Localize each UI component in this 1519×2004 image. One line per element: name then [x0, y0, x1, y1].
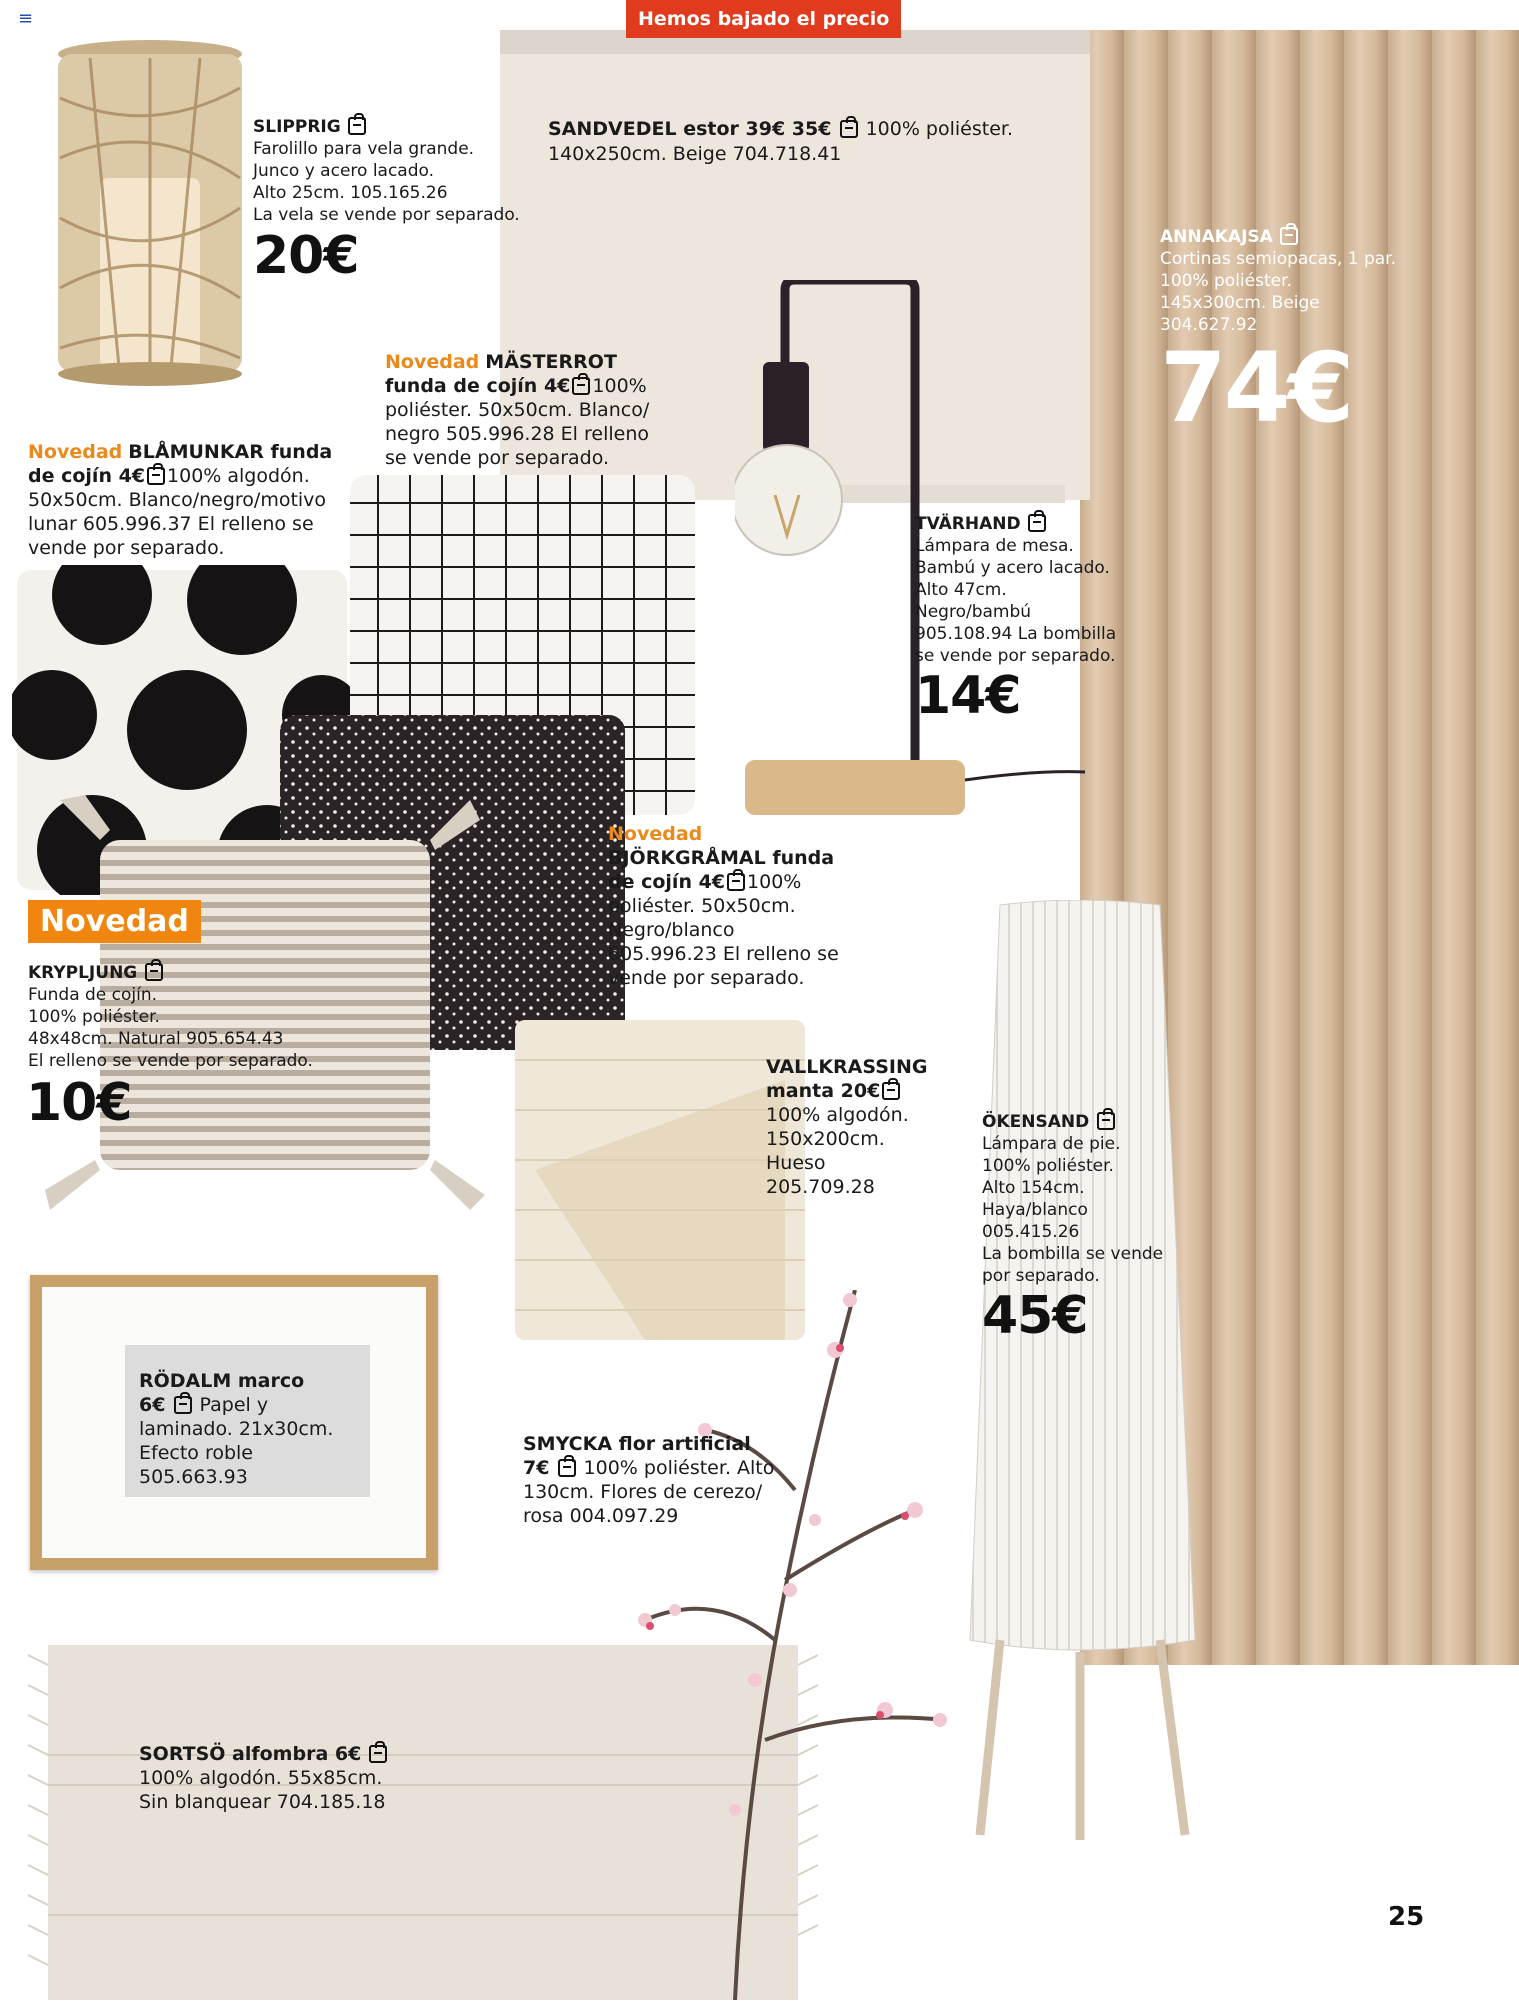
krypljung-desc-line: 100% poliéster. [28, 1007, 160, 1027]
krypljung-desc-line: Funda de cojín. [28, 985, 158, 1005]
vallkrassing-type-price: manta 20€ [766, 1080, 881, 1102]
bjorkgramal-name: BJÖRKGRÅMAL funda [608, 847, 835, 869]
krypljung-info [28, 962, 313, 1072]
blamunkar-info [28, 440, 332, 560]
sandvedel-info [548, 117, 1013, 167]
annakajsa-desc-line: 145x300cm. Beige [1160, 293, 1320, 313]
krypljung-desc-line: 48x48cm. Natural 905.654.43 [28, 1029, 284, 1049]
vallkrassing-info [766, 1055, 927, 1199]
rodalm-desc-line: laminado. 21x30cm. [139, 1418, 334, 1440]
blamunkar-novedad: Novedad [28, 441, 123, 463]
masterrot-desc-line: negro 505.996.28 El relleno [385, 423, 649, 445]
rodalm-desc-line: 505.663.93 [139, 1466, 248, 1488]
tvarhand-desc-line: Bambú y acero lacado. [915, 558, 1110, 578]
annakajsa-desc-line: 304.627.92 [1160, 315, 1258, 335]
krypljung-price: 10€ [26, 1073, 132, 1133]
vallkrassing-desc-line: 205.709.28 [766, 1176, 875, 1198]
rodalm-info [139, 1369, 333, 1489]
shopping-bag-icon [727, 873, 745, 891]
floor-lamp-image [960, 900, 1200, 1850]
bjorkgramal-desc-line: 605.996.23 El relleno se [608, 943, 839, 965]
shopping-bag-icon [882, 1082, 900, 1100]
tvarhand-name: TVÄRHAND [915, 514, 1021, 534]
smycka-material: 100% poliéster. Alto [583, 1457, 775, 1479]
shopping-bag-icon [145, 963, 163, 981]
tvarhand-desc-line: 905.108.94 La bombilla [915, 624, 1117, 644]
tvarhand-info [915, 513, 1116, 667]
okensand-desc-line: 100% poliéster. [982, 1156, 1114, 1176]
tvarhand-desc-line: Negro/bambú [915, 602, 1032, 622]
okensand-desc-line: Lámpara de pie. [982, 1134, 1121, 1154]
masterrot-desc-line: poliéster. 50x50cm. Blanco/ [385, 399, 650, 421]
vallkrassing-desc-line: Hueso [766, 1152, 826, 1174]
masterrot-name: MÄSTERROT [485, 351, 617, 373]
blamunkar-desc-line: lunar 605.996.37 El relleno se [28, 513, 314, 535]
slipprig-info [253, 116, 520, 226]
bjorkgramal-material: 100% [747, 871, 802, 893]
vallkrassing-desc-line: 150x200cm. [766, 1128, 885, 1150]
rodalm-material: Papel y [199, 1394, 269, 1416]
sandvedel-material: 100% poliéster. [865, 118, 1014, 140]
okensand-desc-line: 005.415.26 [982, 1222, 1080, 1242]
shopping-bag-icon [1097, 1112, 1115, 1130]
slipprig-name: SLIPPRIG [253, 117, 341, 137]
slipprig-desc-line: Alto 25cm. 105.165.26 [253, 183, 448, 203]
shopping-bag-icon [1028, 514, 1046, 532]
smycka-name: SMYCKA flor artificial [523, 1433, 751, 1455]
rodalm-price: 6€ [139, 1394, 166, 1416]
krypljung-name: KRYPLJUNG [28, 963, 138, 983]
cherry-branch-image [585, 1290, 965, 2000]
page-number: 25 [1388, 1902, 1425, 1932]
smycka-info [523, 1432, 774, 1528]
sortso-desc-line: 100% algodón. 55x85cm. [139, 1767, 383, 1789]
blamunkar-material: 100% algodón. [167, 465, 310, 487]
masterrot-material: 100% [592, 375, 647, 397]
shopping-bag-icon [558, 1459, 576, 1477]
blamunkar-name: BLÅMUNKAR funda [128, 441, 333, 463]
annakajsa-price: 74€ [1160, 332, 1352, 444]
krypljung-desc-line: El relleno se vende por separado. [28, 1051, 313, 1071]
shopping-bag-icon [1280, 227, 1298, 245]
novedad-badge: Novedad [28, 900, 201, 943]
tvarhand-desc-line: se vende por separado. [915, 646, 1116, 666]
blamunkar-desc-line: vende por separado. [28, 537, 225, 559]
slipprig-desc-line: La vela se vende por separado. [253, 205, 520, 225]
price-drop-tag: Hemos bajado el precio [626, 0, 901, 38]
tvarhand-desc-line: Lámpara de mesa. [915, 536, 1074, 556]
rodalm-name: RÖDALM marco [139, 1370, 305, 1392]
shopping-bag-icon [369, 1745, 387, 1763]
annakajsa-info [1160, 226, 1396, 336]
smycka-price: 7€ [523, 1457, 550, 1479]
annakajsa-name: ANNAKAJSA [1160, 227, 1273, 247]
okensand-price: 45€ [982, 1286, 1088, 1346]
okensand-name: ÖKENSAND [982, 1112, 1090, 1132]
sandvedel-size: 140x250cm. Beige 704.718.41 [548, 143, 842, 165]
blamunkar-desc-line: 50x50cm. Blanco/negro/motivo [28, 489, 327, 511]
shopping-bag-icon [572, 377, 590, 395]
smycka-desc-line: rosa 004.097.29 [523, 1505, 679, 1527]
shopping-bag-icon [840, 120, 858, 138]
blamunkar-type-price: de cojín 4€ [28, 465, 146, 487]
masterrot-novedad: Novedad [385, 351, 480, 373]
shopping-bag-icon [174, 1396, 192, 1414]
sortso-desc-line: Sin blanquear 704.185.18 [139, 1791, 386, 1813]
shopping-bag-icon [147, 467, 165, 485]
okensand-desc-line: Haya/blanco [982, 1200, 1088, 1220]
bjorkgramal-desc-line: Negro/blanco [608, 919, 735, 941]
bjorkgramal-desc-line: poliéster. 50x50cm. [608, 895, 796, 917]
slipprig-desc-line: Junco y acero lacado. [253, 161, 435, 181]
okensand-desc-line: La bombilla se vende [982, 1244, 1164, 1264]
masterrot-desc-line: se vende por separado. [385, 447, 610, 469]
sandvedel-name: SANDVEDEL estor 39€ 35€ [548, 118, 832, 140]
vallkrassing-desc-line: 100% algodón. [766, 1104, 909, 1126]
tvarhand-price: 14€ [915, 666, 1021, 726]
sortso-name: SORTSÖ alfombra 6€ [139, 1743, 362, 1765]
rodalm-desc-line: Efecto roble [139, 1442, 253, 1464]
shopping-bag-icon [348, 117, 366, 135]
slipprig-desc-line: Farolillo para vela grande. [253, 139, 475, 159]
bjorkgramal-novedad: Novedad [608, 823, 703, 845]
okensand-info [982, 1111, 1163, 1287]
lantern-image [50, 38, 250, 388]
slipprig-price: 20€ [253, 226, 359, 286]
okensand-desc-line: por separado. [982, 1266, 1100, 1286]
sortso-info [139, 1742, 389, 1814]
bjorkgramal-info [608, 822, 839, 990]
masterrot-type-price: funda de cojín 4€ [385, 375, 571, 397]
masterrot-info [385, 350, 649, 470]
tvarhand-desc-line: Alto 47cm. [915, 580, 1007, 600]
vallkrassing-name: VALLKRASSING [766, 1056, 928, 1078]
smycka-desc-line: 130cm. Flores de cerezo/ [523, 1481, 763, 1503]
annakajsa-desc-line: 100% poliéster. [1160, 271, 1292, 291]
bjorkgramal-type-price: de cojín 4€ [608, 871, 726, 893]
okensand-desc-line: Alto 154cm. [982, 1178, 1085, 1198]
top-corner-mark: ≡ [18, 8, 34, 29]
annakajsa-desc-line: Cortinas semiopacas, 1 par. [1160, 249, 1396, 269]
bjorkgramal-desc-line: vende por separado. [608, 967, 805, 989]
